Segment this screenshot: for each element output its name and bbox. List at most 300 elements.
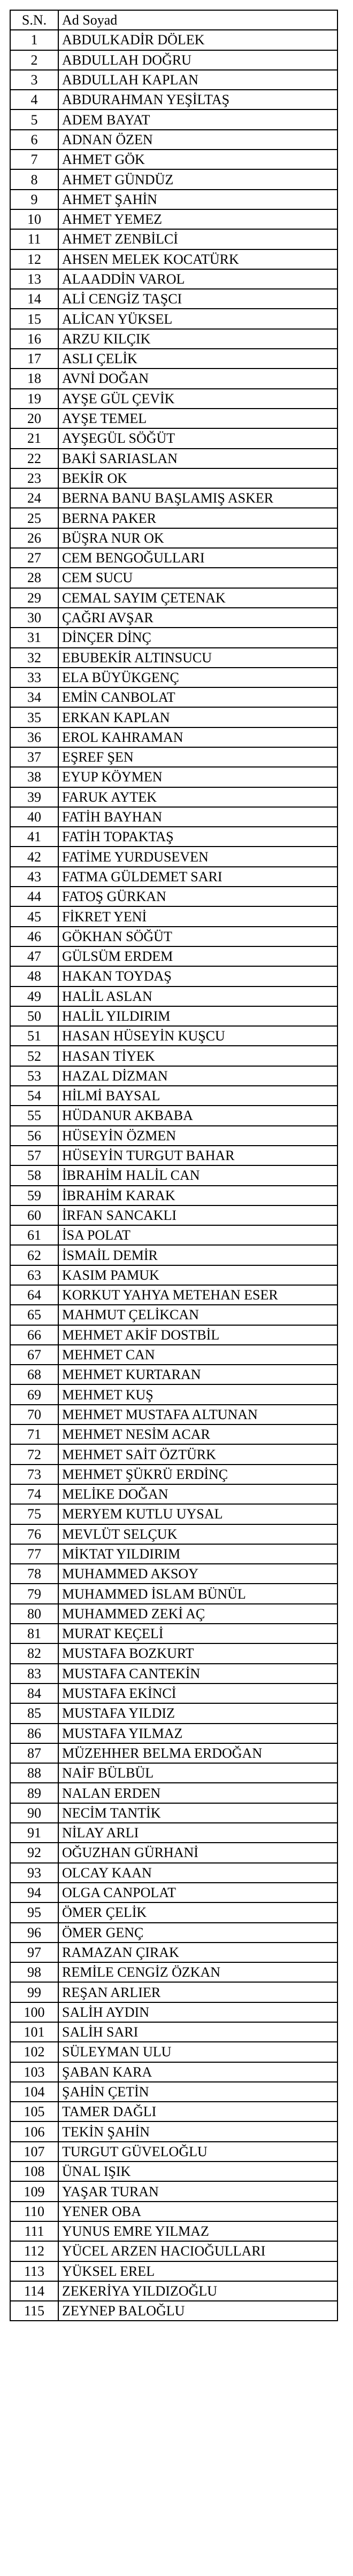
serial-number-cell: 39 (10, 787, 58, 807)
full-name-cell: EYUP KÖYMEN (58, 767, 337, 787)
table-row (10, 628, 337, 647)
table-row (10, 449, 337, 468)
full-name-cell: MUSTAFA YILDIZ (58, 1703, 337, 1723)
serial-number-cell: 6 (10, 130, 58, 150)
table-row (10, 409, 337, 428)
serial-number-cell: 85 (10, 1703, 58, 1723)
serial-number-cell: 77 (10, 1544, 58, 1564)
table-row (10, 2281, 337, 2301)
full-name-cell: GÖKHAN SÖĞÜT (58, 927, 337, 946)
table-row (10, 807, 337, 827)
full-name-cell: FATİME YURDUSEVEN (58, 847, 337, 866)
full-name-cell: SALİH SARI (58, 2022, 337, 2042)
full-name-cell: ÜNAL IŞIK (58, 2162, 337, 2181)
table-row (10, 767, 337, 787)
serial-number-cell: 47 (10, 946, 58, 966)
serial-number-cell: 57 (10, 1146, 58, 1165)
full-name-cell: HALİL ASLAN (58, 986, 337, 1006)
table-row (10, 1006, 337, 1026)
table-row (10, 1186, 337, 1205)
table-row (10, 1046, 337, 1066)
table-row (10, 648, 337, 668)
full-name-cell: MEVLÜT SELÇUK (58, 1524, 337, 1544)
full-name-cell: MEHMET CAN (58, 1345, 337, 1365)
serial-number-cell: 97 (10, 1943, 58, 1962)
table-row (10, 1962, 337, 1982)
full-name-cell: NAİF BÜLBÜL (58, 1763, 337, 1783)
serial-number-cell: 34 (10, 687, 58, 707)
table-row (10, 707, 337, 727)
table-row (10, 1584, 337, 1603)
serial-number-cell: 69 (10, 1384, 58, 1404)
table-row (10, 229, 337, 249)
full-name-cell: YÜCEL ARZEN HACIOĞULLARI (58, 2241, 337, 2261)
table-row (10, 2142, 337, 2162)
serial-number-cell: 50 (10, 1006, 58, 1026)
full-name-cell: MUSTAFA BOZKURT (58, 1643, 337, 1663)
table-row (10, 50, 337, 70)
full-name-cell: REMİLE CENGİZ ÖZKAN (58, 1962, 337, 1982)
table-row (10, 1703, 337, 1723)
serial-number-cell: 59 (10, 1186, 58, 1205)
table-row (10, 2301, 337, 2321)
full-name-cell: ADNAN ÖZEN (58, 130, 337, 150)
full-name-cell: HÜDANUR AKBABA (58, 1106, 337, 1125)
table-row (10, 1544, 337, 1564)
table-row (10, 2042, 337, 2062)
full-name-cell: MURAT KEÇELİ (58, 1624, 337, 1643)
serial-number-cell: 41 (10, 827, 58, 847)
full-name-cell: MEHMET KURTARAN (58, 1365, 337, 1384)
serial-number-cell: 111 (10, 2221, 58, 2241)
serial-number-cell: 84 (10, 1684, 58, 1703)
table-row (10, 528, 337, 548)
serial-number-cell: 105 (10, 2102, 58, 2121)
table-row (10, 2221, 337, 2241)
full-name-cell: ALİ CENGİZ TAŞCI (58, 289, 337, 309)
full-name-cell: ZEKERİYA YILDIZOĞLU (58, 2281, 337, 2301)
table-row (10, 1684, 337, 1703)
serial-number-cell: 64 (10, 1285, 58, 1305)
serial-number-cell: 31 (10, 628, 58, 647)
full-name-cell: OĞUZHAN GÜRHANİ (58, 1843, 337, 1862)
full-name-cell: ABDULLAH KAPLAN (58, 70, 337, 90)
full-name-cell: EROL KAHRAMAN (58, 727, 337, 747)
full-name-cell: ALAADDİN VAROL (58, 269, 337, 289)
table-row (10, 1285, 337, 1305)
full-name-cell: YÜKSEL EREL (58, 2261, 337, 2281)
table-row (10, 428, 337, 448)
full-name-cell: ÖMER ÇELİK (58, 1902, 337, 1922)
table-body (10, 30, 337, 2321)
serial-number-cell: 96 (10, 1923, 58, 1943)
full-name-cell: HİLMİ BAYSAL (58, 1086, 337, 1106)
table-row (10, 2082, 337, 2102)
table-row (10, 2062, 337, 2082)
table-row (10, 1803, 337, 1823)
table-row (10, 1504, 337, 1524)
serial-number-cell: 19 (10, 389, 58, 409)
table-row (10, 867, 337, 887)
serial-number-cell: 2 (10, 50, 58, 70)
full-name-cell: MİKTAT YILDIRIM (58, 1544, 337, 1564)
table-row (10, 608, 337, 628)
full-name-cell: FATİH TOPAKTAŞ (58, 827, 337, 847)
table-row (10, 1026, 337, 1046)
serial-number-cell: 88 (10, 1763, 58, 1783)
table-row (10, 787, 337, 807)
table-row (10, 2121, 337, 2141)
full-name-cell: MUHAMMED ZEKİ AÇ (58, 1604, 337, 1624)
table-row (10, 2181, 337, 2201)
full-name-cell: KASIM PAMUK (58, 1265, 337, 1285)
full-name-cell: FATİH BAYHAN (58, 807, 337, 827)
serial-number-cell: 28 (10, 568, 58, 588)
serial-number-cell: 76 (10, 1524, 58, 1544)
full-name-cell: CEM SUCU (58, 568, 337, 588)
table-row (10, 2002, 337, 2022)
table-row (10, 1643, 337, 1663)
serial-number-cell: 68 (10, 1365, 58, 1384)
table-row (10, 30, 337, 50)
serial-number-cell: 67 (10, 1345, 58, 1365)
full-name-cell: EŞREF ŞEN (58, 747, 337, 767)
serial-number-cell: 104 (10, 2082, 58, 2102)
full-name-cell: AVNİ DOĞAN (58, 369, 337, 388)
serial-number-cell: 20 (10, 409, 58, 428)
full-name-cell: AHMET YEMEZ (58, 209, 337, 229)
table-row (10, 369, 337, 388)
serial-number-cell: 99 (10, 1982, 58, 2002)
serial-number-cell: 18 (10, 369, 58, 388)
table-row (10, 1524, 337, 1544)
table-row (10, 1146, 337, 1165)
serial-number-cell: 89 (10, 1783, 58, 1803)
full-name-cell: AYŞEGÜL SÖĞÜT (58, 428, 337, 448)
full-name-cell: ŞABAN KARA (58, 2062, 337, 2082)
table-row (10, 1923, 337, 1943)
full-name-cell: BERNA BANU BAŞLAMIŞ ASKER (58, 488, 337, 508)
serial-number-cell: 82 (10, 1643, 58, 1663)
full-name-cell: FİKRET YENİ (58, 906, 337, 926)
serial-number-cell: 86 (10, 1724, 58, 1743)
full-name-cell: ARZU KILÇIK (58, 329, 337, 349)
table-row (10, 1405, 337, 1424)
full-name-cell: MÜZEHHER BELMA ERDOĞAN (58, 1743, 337, 1763)
serial-number-cell: 22 (10, 449, 58, 468)
serial-number-cell: 4 (10, 90, 58, 109)
serial-number-cell: 17 (10, 349, 58, 369)
full-name-cell: HALİL YILDIRIM (58, 1006, 337, 1026)
full-name-cell: TEKİN ŞAHİN (58, 2121, 337, 2141)
table-row (10, 249, 337, 269)
table-row (10, 1823, 337, 1843)
serial-number-cell: 58 (10, 1165, 58, 1185)
serial-number-cell: 15 (10, 309, 58, 328)
full-name-cell: ABDULKADİR DÖLEK (58, 30, 337, 50)
table-row (10, 508, 337, 528)
table-row (10, 827, 337, 847)
serial-number-cell: 23 (10, 468, 58, 488)
full-name-cell: BERNA PAKER (58, 508, 337, 528)
serial-number-cell: 44 (10, 887, 58, 906)
serial-number-cell: 46 (10, 927, 58, 946)
full-name-cell: ABDULLAH DOĞRU (58, 50, 337, 70)
serial-number-cell: 90 (10, 1803, 58, 1823)
serial-number-cell: 108 (10, 2162, 58, 2181)
table-row (10, 150, 337, 169)
full-name-cell: FATMA GÜLDEMET SARI (58, 867, 337, 887)
full-name-cell: MUHAMMED AKSOY (58, 1564, 337, 1584)
full-name-cell: ELA BÜYÜKGENÇ (58, 668, 337, 687)
full-name-cell: HAZAL DİZMAN (58, 1066, 337, 1086)
serial-number-cell: 66 (10, 1325, 58, 1345)
full-name-cell: BAKİ SARIASLAN (58, 449, 337, 468)
table-row (10, 1225, 337, 1245)
full-name-cell: ALİCAN YÜKSEL (58, 309, 337, 328)
name-list-table (10, 10, 338, 2321)
full-name-cell: MERYEM KUTLU UYSAL (58, 1504, 337, 1524)
full-name-cell: MEHMET ŞÜKRÜ ERDİNÇ (58, 1465, 337, 1484)
serial-number-cell: 1 (10, 30, 58, 50)
table-row (10, 1245, 337, 1265)
table-row (10, 2102, 337, 2121)
table-row (10, 1604, 337, 1624)
table-row (10, 1345, 337, 1365)
serial-number-cell: 87 (10, 1743, 58, 1763)
table-row (10, 1484, 337, 1504)
table-row (10, 1384, 337, 1404)
table-row (10, 1783, 337, 1803)
serial-number-cell: 75 (10, 1504, 58, 1524)
full-name-cell: REŞAN ARLIER (58, 1982, 337, 2002)
table-row (10, 847, 337, 866)
serial-number-cell: 30 (10, 608, 58, 628)
table-row (10, 1564, 337, 1584)
full-name-cell: ADEM BAYAT (58, 109, 337, 129)
serial-number-cell: 71 (10, 1424, 58, 1444)
full-name-cell: MEHMET SAİT ÖZTÜRK (58, 1444, 337, 1464)
table-row (10, 2241, 337, 2261)
serial-number-cell: 53 (10, 1066, 58, 1086)
full-name-cell: HASAN TİYEK (58, 1046, 337, 1066)
full-name-cell: MUSTAFA EKİNCİ (58, 1684, 337, 1703)
serial-number-cell: 101 (10, 2022, 58, 2042)
table-row (10, 1265, 337, 1285)
serial-number-cell: 27 (10, 548, 58, 568)
full-name-cell: AHMET GÜNDÜZ (58, 169, 337, 189)
serial-number-cell: 49 (10, 986, 58, 1006)
full-name-cell: MELİKE DOĞAN (58, 1484, 337, 1504)
full-name-cell: İSA POLAT (58, 1225, 337, 1245)
serial-number-cell: 95 (10, 1902, 58, 1922)
full-name-cell: YAŞAR TURAN (58, 2181, 337, 2201)
serial-number-cell: 7 (10, 150, 58, 169)
serial-number-cell: 60 (10, 1205, 58, 1225)
serial-number-cell: 25 (10, 508, 58, 528)
table-row (10, 1624, 337, 1643)
full-name-cell: DİNÇER DİNÇ (58, 628, 337, 647)
table-row (10, 1205, 337, 1225)
table-row (10, 1863, 337, 1883)
table-row (10, 2202, 337, 2221)
full-name-cell: SALİH AYDIN (58, 2002, 337, 2022)
table-row (10, 887, 337, 906)
serial-number-cell: 3 (10, 70, 58, 90)
full-name-cell: MEHMET AKİF DOSTBİL (58, 1325, 337, 1345)
serial-number-cell: 9 (10, 190, 58, 209)
serial-number-cell: 113 (10, 2261, 58, 2281)
serial-number-cell: 62 (10, 1245, 58, 1265)
full-name-cell: CEM BENGOĞULLARI (58, 548, 337, 568)
serial-number-cell: 102 (10, 2042, 58, 2062)
table-row (10, 2261, 337, 2281)
serial-number-cell: 103 (10, 2062, 58, 2082)
table-row (10, 687, 337, 707)
full-name-cell: FARUK AYTEK (58, 787, 337, 807)
serial-number-cell: 42 (10, 847, 58, 866)
serial-number-cell: 12 (10, 249, 58, 269)
full-name-cell: CEMAL SAYIM ÇETENAK (58, 588, 337, 608)
serial-number-cell: 63 (10, 1265, 58, 1285)
full-name-cell: ŞAHİN ÇETİN (58, 2082, 337, 2102)
serial-number-cell: 21 (10, 428, 58, 448)
full-name-cell: AHSEN MELEK KOCATÜRK (58, 249, 337, 269)
serial-number-cell: 24 (10, 488, 58, 508)
full-name-cell: MEHMET KUŞ (58, 1384, 337, 1404)
full-name-cell: AHMET GÖK (58, 150, 337, 169)
serial-number-cell: 79 (10, 1584, 58, 1603)
serial-number-cell: 93 (10, 1863, 58, 1883)
full-name-cell: NECİM TANTİK (58, 1803, 337, 1823)
serial-number-cell: 80 (10, 1604, 58, 1624)
table-row (10, 1943, 337, 1962)
full-name-cell: AYŞE GÜL ÇEVİK (58, 389, 337, 409)
serial-number-cell: 5 (10, 109, 58, 129)
table-row (10, 1424, 337, 1444)
table-row (10, 209, 337, 229)
serial-number-cell: 10 (10, 209, 58, 229)
full-name-cell: TURGUT GÜVELOĞLU (58, 2142, 337, 2162)
serial-number-cell: 13 (10, 269, 58, 289)
serial-number-cell: 29 (10, 588, 58, 608)
serial-number-cell: 112 (10, 2241, 58, 2261)
serial-number-cell: 107 (10, 2142, 58, 2162)
table-row (10, 1763, 337, 1783)
table-row (10, 1305, 337, 1325)
full-name-cell: MAHMUT ÇELİKCAN (58, 1305, 337, 1325)
serial-number-cell: 91 (10, 1823, 58, 1843)
table-row (10, 1444, 337, 1464)
full-name-cell: MUHAMMED İSLAM BÜNÜL (58, 1584, 337, 1603)
table-row (10, 70, 337, 90)
serial-number-cell: 94 (10, 1883, 58, 1902)
full-name-cell: HAKAN TOYDAŞ (58, 966, 337, 986)
serial-number-cell: 8 (10, 169, 58, 189)
table-row (10, 269, 337, 289)
full-name-cell: MEHMET NESİM ACAR (58, 1424, 337, 1444)
table-row (10, 1982, 337, 2002)
serial-number-cell: 45 (10, 906, 58, 926)
table-row (10, 568, 337, 588)
serial-number-cell: 72 (10, 1444, 58, 1464)
serial-number-cell: 33 (10, 668, 58, 687)
table-row (10, 588, 337, 608)
table-row (10, 1883, 337, 1902)
serial-number-cell: 92 (10, 1843, 58, 1862)
table-row (10, 1106, 337, 1125)
table-row (10, 1365, 337, 1384)
table-row (10, 289, 337, 309)
full-name-cell: ABDURAHMAN YEŞİLTAŞ (58, 90, 337, 109)
table-row (10, 1165, 337, 1185)
full-name-cell: FATOŞ GÜRKAN (58, 887, 337, 906)
table-row (10, 1126, 337, 1146)
full-name-cell: YUNUS EMRE YILMAZ (58, 2221, 337, 2241)
serial-number-cell: 16 (10, 329, 58, 349)
serial-number-cell: 109 (10, 2181, 58, 2201)
full-name-cell: HÜSEYİN TURGUT BAHAR (58, 1146, 337, 1165)
table-row (10, 906, 337, 926)
full-name-cell: MUSTAFA CANTEKİN (58, 1664, 337, 1684)
table-row (10, 1724, 337, 1743)
table-row (10, 966, 337, 986)
table-row (10, 488, 337, 508)
table-row (10, 389, 337, 409)
serial-number-cell: 52 (10, 1046, 58, 1066)
table-row (10, 1325, 337, 1345)
table-row (10, 986, 337, 1006)
serial-number-cell: 51 (10, 1026, 58, 1046)
table-row (10, 2022, 337, 2042)
serial-number-cell: 114 (10, 2281, 58, 2301)
table-row (10, 1664, 337, 1684)
serial-number-cell: 83 (10, 1664, 58, 1684)
serial-number-cell: 115 (10, 2301, 58, 2321)
serial-number-cell: 98 (10, 1962, 58, 1982)
serial-number-cell: 74 (10, 1484, 58, 1504)
full-name-cell: ASLI ÇELİK (58, 349, 337, 369)
serial-number-cell: 61 (10, 1225, 58, 1245)
serial-number-cell: 14 (10, 289, 58, 309)
table-row (10, 169, 337, 189)
column-header-full-name: Ad Soyad (58, 10, 337, 30)
serial-number-cell: 70 (10, 1405, 58, 1424)
serial-number-cell: 37 (10, 747, 58, 767)
table-row (10, 349, 337, 369)
table-row (10, 727, 337, 747)
serial-number-cell: 54 (10, 1086, 58, 1106)
table-row (10, 309, 337, 328)
full-name-cell: AHMET ZENBİLCİ (58, 229, 337, 249)
table-row (10, 927, 337, 946)
full-name-cell: SÜLEYMAN ULU (58, 2042, 337, 2062)
serial-number-cell: 48 (10, 966, 58, 986)
serial-number-cell: 73 (10, 1465, 58, 1484)
table-row (10, 1743, 337, 1763)
serial-number-cell: 40 (10, 807, 58, 827)
table-row (10, 1843, 337, 1862)
table-row (10, 946, 337, 966)
table-row (10, 747, 337, 767)
serial-number-cell: 11 (10, 229, 58, 249)
serial-number-cell: 55 (10, 1106, 58, 1125)
full-name-cell: TAMER DAĞLI (58, 2102, 337, 2121)
serial-number-cell: 43 (10, 867, 58, 887)
full-name-cell: İRFAN SANCAKLI (58, 1205, 337, 1225)
full-name-cell: ÖMER GENÇ (58, 1923, 337, 1943)
full-name-cell: NİLAY ARLI (58, 1823, 337, 1843)
